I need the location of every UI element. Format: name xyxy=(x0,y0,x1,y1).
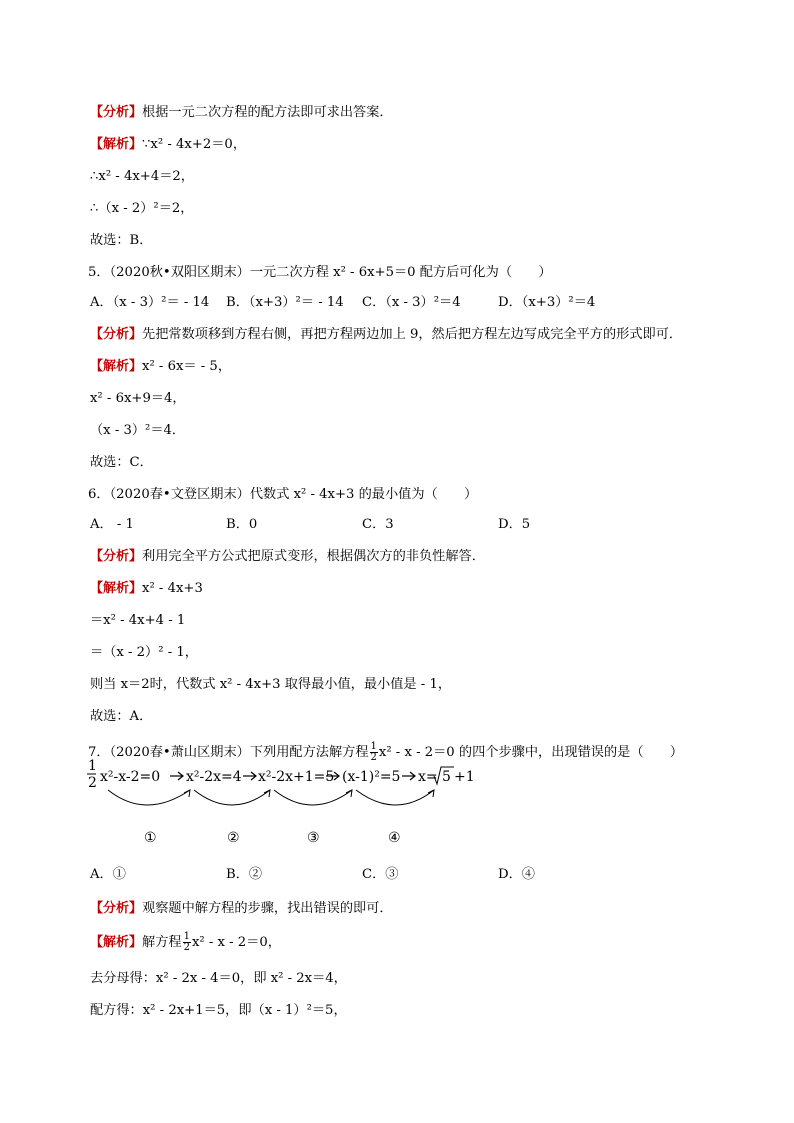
diagram-eq-2: x²-2x=4 xyxy=(186,769,242,785)
diagram-frac-den: 2 xyxy=(88,775,97,791)
q7-solution-2: 去分母得：x² - 2x - 4＝0，即 x² - 2x＝4， xyxy=(90,971,347,986)
step-1-label: ① xyxy=(144,830,157,846)
q5-solution-2: x² - 6x+9＝4， xyxy=(90,391,186,406)
solution-text: 解方程 xyxy=(142,935,182,950)
stem-part-2: x² - x - 2＝0 的四个步骤中，出现错误的是（ ） xyxy=(378,745,684,760)
solution-line: x² - 6x＝ - 5， xyxy=(142,359,232,374)
solution-tag: 【解析】 xyxy=(90,581,143,596)
q6-solution-1 xyxy=(90,580,203,598)
diagram-tail: +1 xyxy=(454,769,475,785)
stem-part-1: 7．（2020春•萧山区期末）下列用配方法解方程 xyxy=(88,745,369,760)
option-d[interactable]: D．5 xyxy=(498,517,531,532)
diagram-eq-5: x= xyxy=(418,769,438,785)
q4-solution-3: ∴（x - 2）²＝2， xyxy=(90,201,194,216)
q6-answer: 故选：A． xyxy=(90,709,153,724)
option-d[interactable]: D．④ xyxy=(498,867,535,882)
q7-options xyxy=(90,866,535,884)
q5-stem: 5．（2020秋•双阳区期末）一元二次方程 x² - 6x+5＝0 配方后可化为（ ） xyxy=(88,265,552,280)
diagram-eq-4: (x-1)²=5 xyxy=(342,769,401,785)
q7-analysis xyxy=(90,900,393,918)
solution-text: x² - x - 2＝0， xyxy=(191,935,281,950)
q5-analysis xyxy=(90,326,682,344)
solution-line: x² - 4x+3 xyxy=(142,581,203,596)
curved-arrows xyxy=(108,790,434,805)
option-d[interactable]: D．（x+3）²＝4 xyxy=(498,295,596,310)
solution-tag: 【解析】 xyxy=(90,359,143,374)
fraction-numerator: 1 xyxy=(370,741,377,752)
q4-analysis xyxy=(90,104,393,122)
step-4-label: ④ xyxy=(388,830,401,846)
q7-solution-3: 配方得：x² - 2x+1＝5，即（x - 1）²＝5， xyxy=(90,1003,347,1018)
option-c[interactable]: C．3 xyxy=(362,517,394,532)
q6-solution-2: ＝x² - 4x+4 - 1 xyxy=(90,613,186,628)
q6-stem: 6．（2020春•文登区期末）代数式 x² - 4x+3 的最小值为（ ） xyxy=(88,487,478,502)
q6-solution-3: ＝（x - 2）² - 1， xyxy=(90,645,198,660)
option-b[interactable]: B．（x+3）²＝ - 14 xyxy=(226,295,344,310)
step-2-label: ② xyxy=(227,830,240,846)
q4-solution-2: ∴x² - 4x+4＝2， xyxy=(90,169,194,184)
fraction xyxy=(183,932,191,953)
option-c[interactable]: C．（x - 3）²＝4 xyxy=(362,295,461,310)
q4-answer: 故选：B． xyxy=(90,233,153,248)
q6-options xyxy=(90,516,530,534)
fraction-numerator: 1 xyxy=(183,931,190,942)
analysis-tag: 【分析】 xyxy=(90,549,143,564)
solution-tag: 【解析】 xyxy=(90,935,143,950)
diagram-radicand: 5 xyxy=(442,769,451,785)
q5-solution-1 xyxy=(90,358,231,376)
q5-solution-3: （x - 3）²＝4． xyxy=(90,423,186,438)
q6-solution-4: 则当 x＝2时，代数式 x² - 4x+3 取得最小值，最小值是 - 1， xyxy=(90,677,452,692)
analysis-tag: 【分析】 xyxy=(90,327,143,342)
diagram-eq-3: x²-2x+1=5 xyxy=(258,769,335,785)
solution-line: ∵x² - 4x+2＝0， xyxy=(142,137,247,152)
analysis-text: 根据一元二次方程的配方法即可求出答案． xyxy=(142,105,393,120)
option-c[interactable]: C．③ xyxy=(362,867,399,882)
analysis-text: 先把常数项移到方程右侧，再把方程两边加上 9，然后把方程左边写成完全平方的形式即可． xyxy=(142,327,683,342)
step-3-label: ③ xyxy=(307,830,320,846)
q7-solution-1 xyxy=(90,932,281,953)
q5-answer: 故选：C． xyxy=(90,455,153,470)
analysis-text: 观察题中解方程的步骤，找出错误的即可． xyxy=(142,901,393,916)
fraction-denominator: 2 xyxy=(370,752,377,763)
analysis-tag: 【分析】 xyxy=(90,105,143,120)
analysis-text: 利用完全平方公式把原式变形，根据偶次方的非负性解答． xyxy=(142,549,485,564)
option-a[interactable]: A．（x - 3）²＝ - 14 xyxy=(90,295,210,310)
option-b[interactable]: B．② xyxy=(226,867,263,882)
diagram-eq-1: x²-x-2=0 xyxy=(100,769,161,785)
q5-options xyxy=(90,294,595,312)
option-a[interactable]: A． - 1 xyxy=(90,517,134,532)
analysis-tag: 【分析】 xyxy=(90,901,143,916)
diagram-frac-num: 1 xyxy=(88,758,97,774)
fraction-denominator: 2 xyxy=(183,942,190,953)
q4-solution-1 xyxy=(90,136,246,154)
steps-diagram xyxy=(86,756,486,852)
solution-tag: 【解析】 xyxy=(90,137,143,152)
option-a[interactable]: A．① xyxy=(90,867,126,882)
q6-analysis xyxy=(90,548,485,566)
option-b[interactable]: B．0 xyxy=(226,517,258,532)
